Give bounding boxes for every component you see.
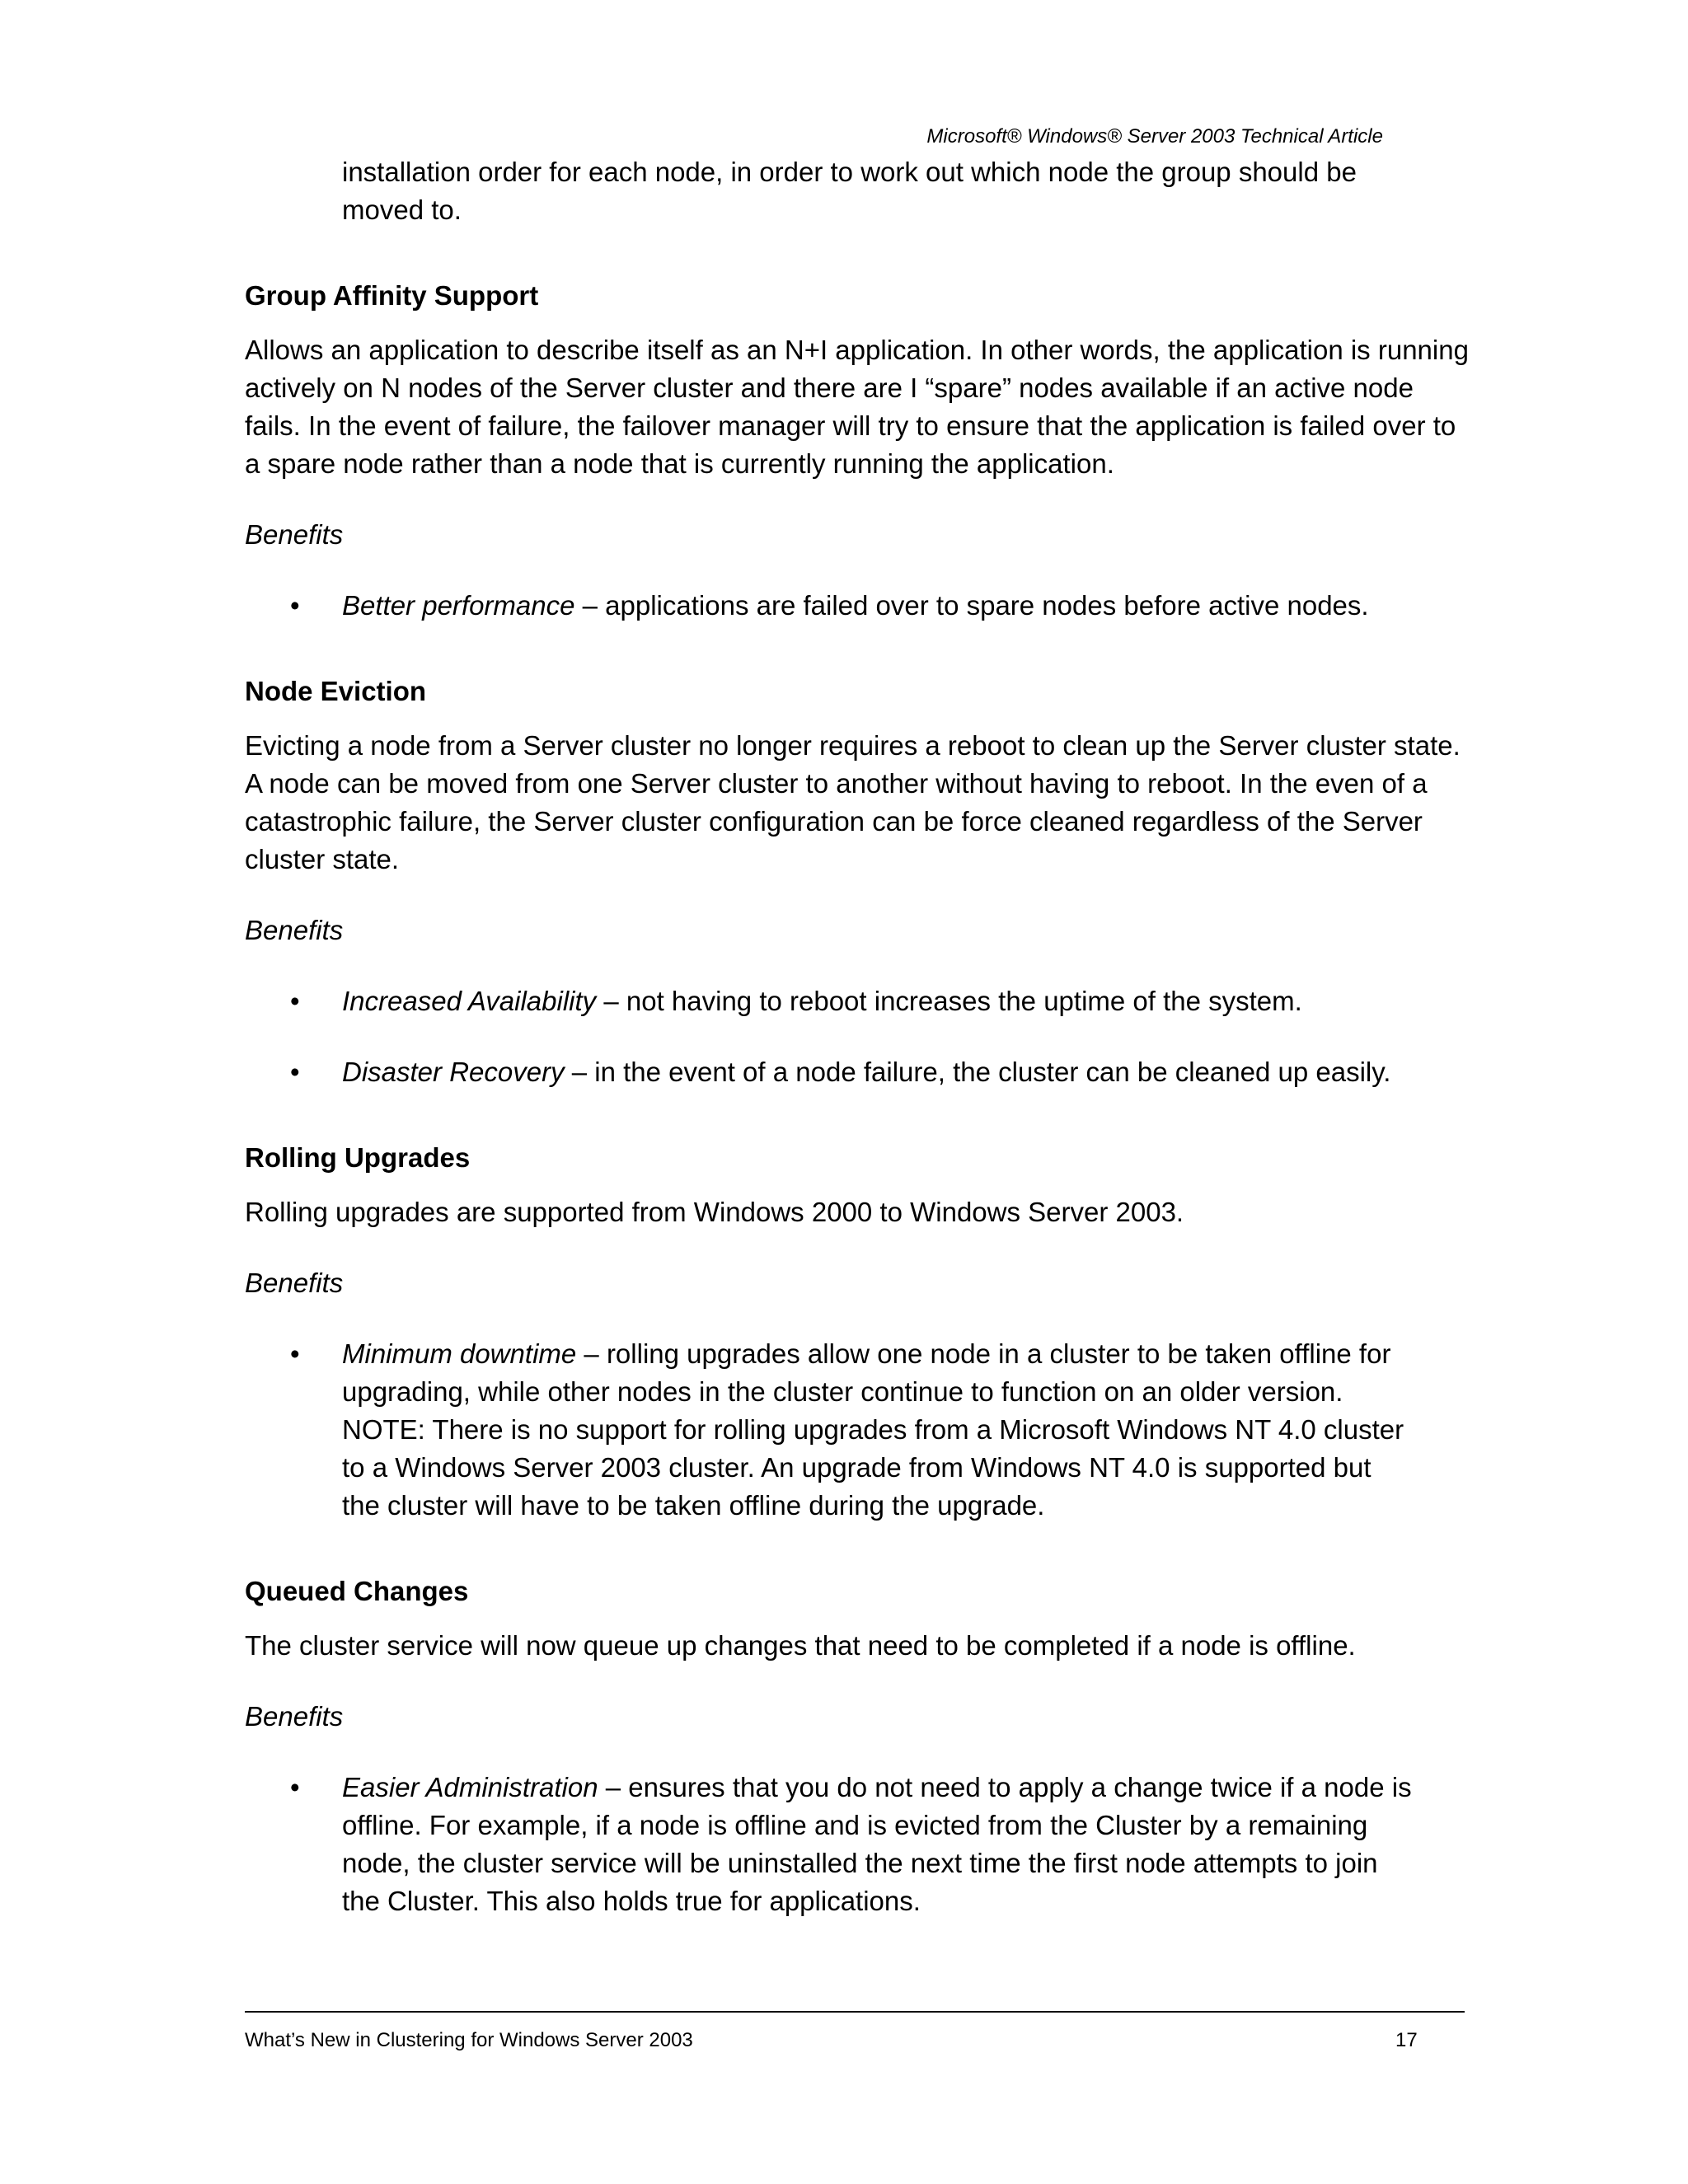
benefit-term: Easier Administration <box>342 1772 598 1802</box>
section-title: Node Eviction <box>245 676 427 706</box>
text-line: Evicting a node from a Server cluster no longer requires a reboot to clean up the Server cluster state. <box>245 730 1461 761</box>
text-line: node, the cluster service will be uninstalled the next time the first node attempts to join <box>342 1848 1378 1878</box>
text-line: – applications are failed over to spare nodes before active nodes. <box>574 590 1369 621</box>
text-line: to a Windows Server 2003 cluster. An upgrade from Windows NT 4.0 is supported but <box>342 1452 1372 1483</box>
section-rolling-upgrades <box>245 1139 1473 1525</box>
text-line: actively on N nodes of the Server cluster and there are I “spare” nodes available if an active node <box>245 373 1414 403</box>
bullet-icon: • <box>290 1772 300 1802</box>
text-line: Allows an application to describe itself as an N+I application. In other words, the application is running <box>245 335 1469 365</box>
benefits-label: Benefits <box>245 519 344 550</box>
continued-paragraph <box>245 153 1473 229</box>
text-line: the Cluster. This also holds true for applications. <box>342 1886 921 1916</box>
benefits-list <box>245 1335 1473 1525</box>
benefit-item <box>245 982 1473 1020</box>
text-line: The cluster service will now queue up changes that need to be completed if a node is offline. <box>245 1630 1356 1661</box>
running-header: Microsoft® Windows® Server 2003 Technical Article <box>926 125 1383 148</box>
text-line: upgrading, while other nodes in the cluster continue to function on an older version. <box>342 1376 1343 1407</box>
text-line: – not having to reboot increases the uptime of the system. <box>596 986 1302 1016</box>
section-title: Rolling Upgrades <box>245 1142 471 1173</box>
footer-title: What’s New in Clustering for Windows Server 2003 <box>245 2029 693 2051</box>
text-line: Rolling upgrades are supported from Windows 2000 to Windows Server 2003. <box>245 1197 1184 1227</box>
footer-divider <box>245 2011 1465 2013</box>
benefit-term: Increased Availability <box>342 986 597 1016</box>
text-line: – ensures that you do not need to apply a change twice if a node is <box>598 1772 1412 1802</box>
text-line: offline. For example, if a node is offline and is evicted from the Cluster by a remaining <box>342 1810 1368 1840</box>
text-line: – in the event of a node failure, the cluster can be cleaned up easily. <box>564 1057 1391 1087</box>
section-title: Queued Changes <box>245 1576 469 1606</box>
benefit-term: Minimum downtime <box>342 1338 577 1369</box>
benefit-item <box>245 1335 1473 1525</box>
benefit-term: Better performance <box>342 590 575 621</box>
text-line: catastrophic failure, the Server cluster configuration can be force cleaned regardless of the Server <box>245 806 1423 837</box>
benefits-list <box>245 1769 1473 1920</box>
text-line: a spare node rather than a node that is currently running the application. <box>245 448 1114 479</box>
text-line: the cluster will have to be taken offline during the upgrade. <box>342 1490 1045 1521</box>
bullet-icon: • <box>290 1338 300 1369</box>
section-group-affinity-support <box>245 277 1473 625</box>
section-title: Group Affinity Support <box>245 280 539 311</box>
bullet-icon: • <box>290 590 300 621</box>
section-node-eviction <box>245 673 1473 1091</box>
text-line: moved to. <box>342 194 462 225</box>
benefit-term: Disaster Recovery <box>342 1057 565 1087</box>
benefits-list <box>245 587 1473 625</box>
benefits-label: Benefits <box>245 1701 344 1732</box>
bullet-icon: • <box>290 1057 300 1087</box>
section-body <box>245 331 1473 483</box>
section-queued-changes <box>245 1572 1473 1920</box>
benefit-item <box>245 1053 1473 1091</box>
text-line: cluster state. <box>245 844 400 874</box>
section-body <box>245 1193 1473 1231</box>
text-line: A node can be moved from one Server cluster to another without having to reboot. In the even of a <box>245 768 1428 799</box>
benefits-list <box>245 982 1473 1091</box>
section-body <box>245 1627 1473 1665</box>
benefit-item <box>245 587 1473 625</box>
benefits-label: Benefits <box>245 1268 344 1298</box>
text-line: fails. In the event of failure, the failover manager will try to ensure that the application is failed over to <box>245 410 1456 441</box>
page-content <box>245 153 1473 1968</box>
text-line: installation order for each node, in order to work out which node the group should be <box>342 157 1357 187</box>
bullet-icon: • <box>290 986 300 1016</box>
text-line: NOTE: There is no support for rolling upgrades from a Microsoft Windows NT 4.0 cluster <box>342 1414 1404 1445</box>
text-line: – rolling upgrades allow one node in a cluster to be taken offline for <box>576 1338 1391 1369</box>
page-number: 17 <box>1395 2029 1418 2051</box>
benefit-item <box>245 1769 1473 1920</box>
section-body <box>245 727 1473 879</box>
benefits-label: Benefits <box>245 915 344 945</box>
